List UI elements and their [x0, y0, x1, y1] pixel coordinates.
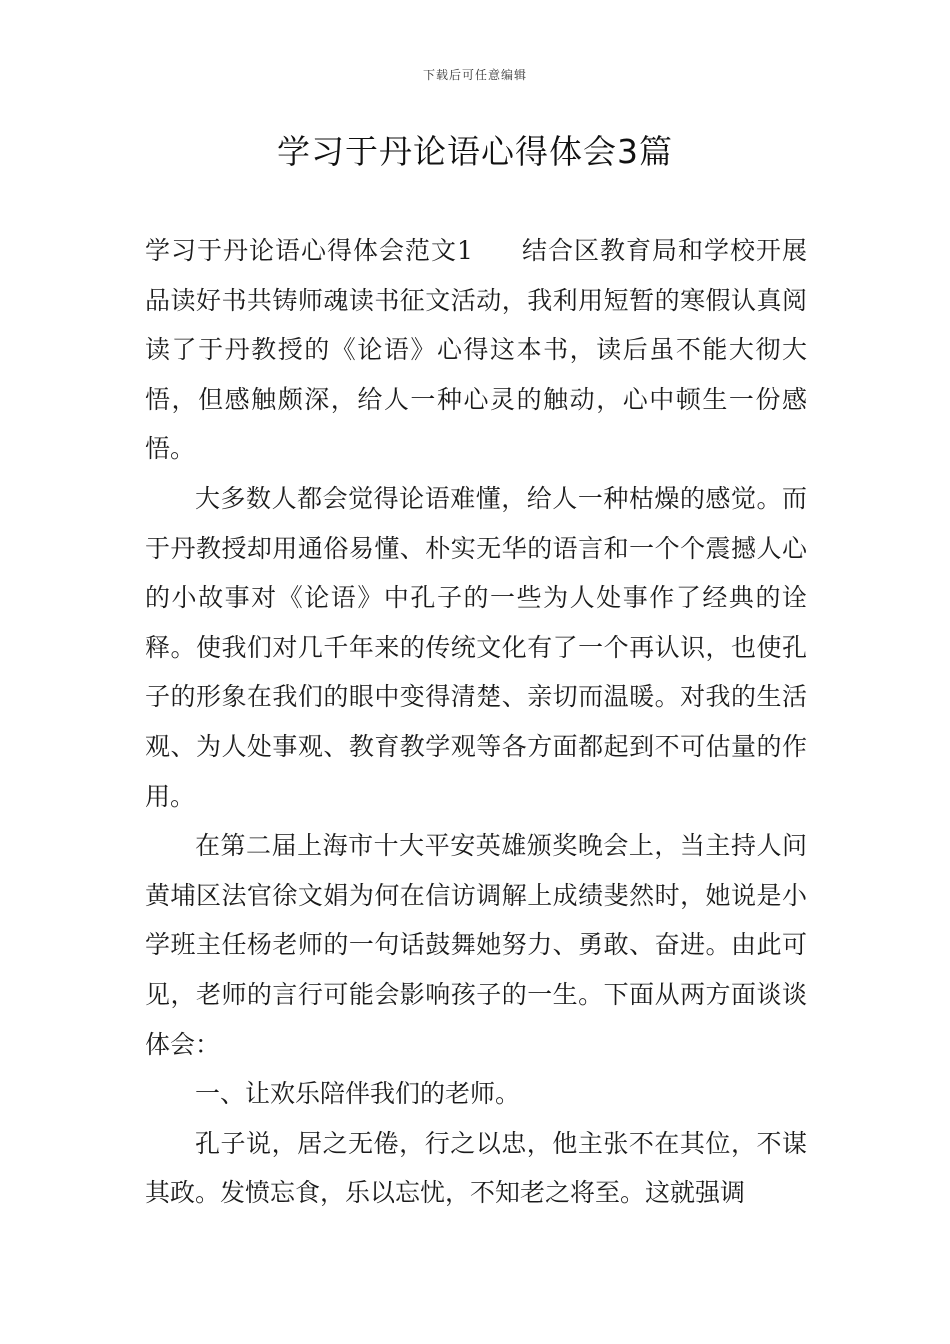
paragraph-1	[145, 226, 807, 474]
paragraph-1-text: 结合区教育局和学校开展品读好书共铸师魂读书征文活动，我利用短暂的寒假认真阅读了于丹教授的《论语》心得这本书，读后虽不能大彻大悟，但感触颇深，给人一种心灵的触动，心中顿生一份感悟。	[145, 236, 807, 464]
paragraph-3: 在第二届上海市十大平安英雄颁奖晚会上，当主持人问黄埔区法官徐文娟为何在信访调解上成绩斐然时，她说是小学班主任杨老师的一句话鼓舞她努力、勇敢、奋进。由此可见，老师的言行可能会影响孩子的一生。下面从两方面谈谈体会：	[145, 831, 807, 1059]
document-title: 学习于丹论语心得体会3篇	[277, 132, 673, 171]
paragraph-5: 孔子说，居之无倦，行之以忠，他主张不在其位，不谋其政。发愤忘食，乐以忘忧，不知老之将至。这就强调	[145, 1128, 807, 1208]
document-body	[145, 226, 807, 1218]
paragraph-4: 一、让欢乐陪伴我们的老师。	[195, 1079, 521, 1109]
header-note: 下载后可任意编辑	[422, 68, 527, 82]
paragraph-1-lead: 学习于丹论语心得体会范文1	[145, 236, 473, 265]
paragraph-2: 大多数人都会觉得论语难懂，给人一种枯燥的感觉。而于丹教授却用通俗易懂、朴实无华的语言和一个个震撼人心的小故事对《论语》中孔子的一些为人处事作了经典的诠释。使我们对几千年来的传统文化有了一个再认识，也使孔子的形象在我们的眼中变得清楚、亲切而温暖。对我的生活观、为人处事观、教育教学观等各方面都起到不可估量的作用。	[145, 483, 807, 811]
